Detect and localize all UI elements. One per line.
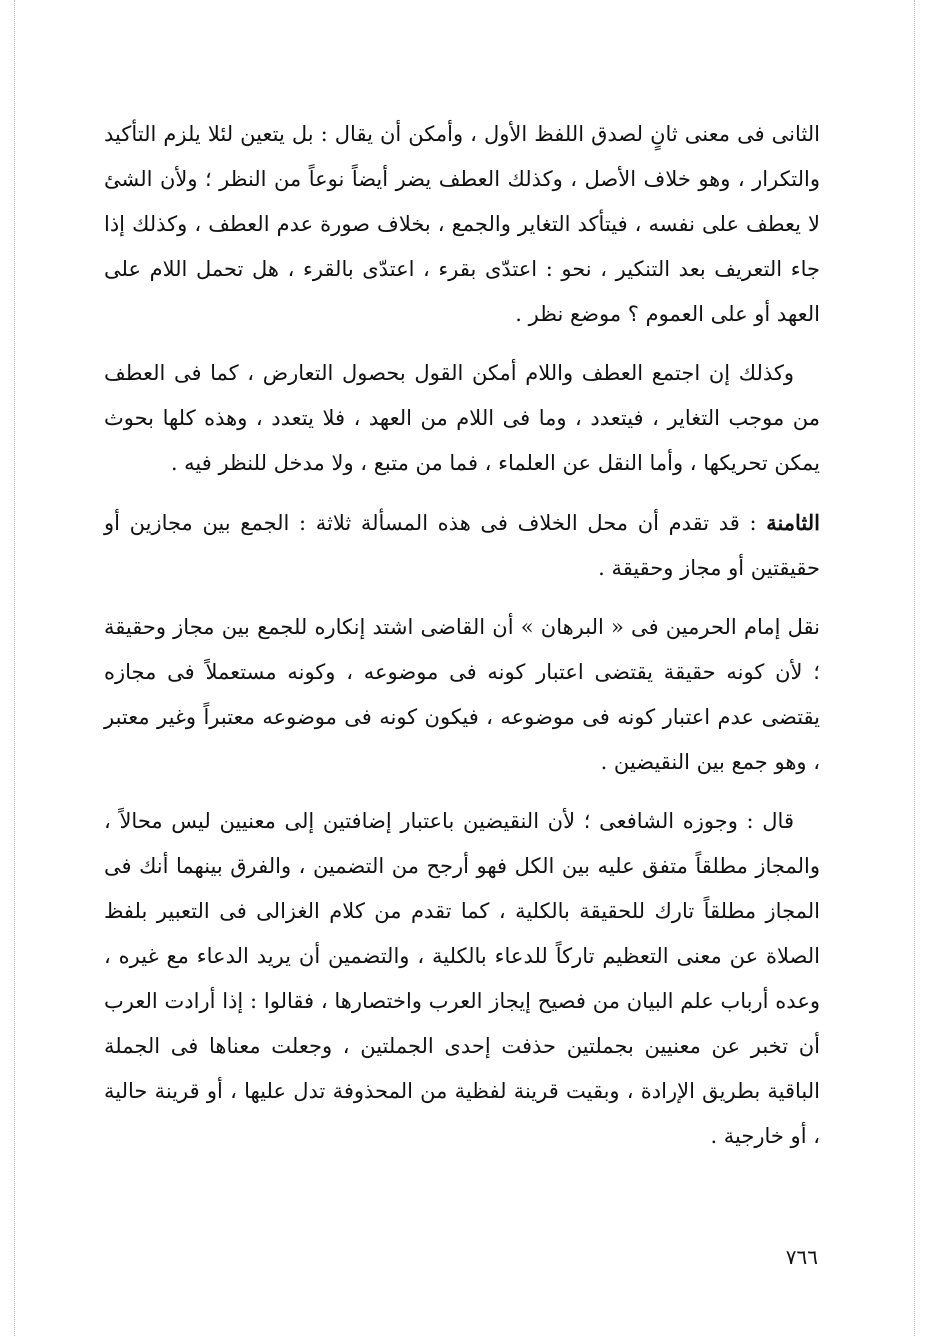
scan-edge-right <box>914 0 915 1336</box>
paragraph <box>104 351 820 486</box>
paragraph-text: : قد تقدم أن محل الخلاف فى هذه المسألة ثلاثة : الجمع بين مجازين أو حقيقتين أو مجاز وحقيقة . <box>104 511 820 580</box>
scan-edge-left <box>14 0 15 1336</box>
paragraph <box>104 112 820 337</box>
paragraph <box>104 605 820 785</box>
paragraph-text: قال : وجوزه الشافعى ؛ لأن النقيضين باعتبار إضافتين إلى معنيين ليس محالاً ، والمجاز مطلقاً متفق عليه بين الكل فهو أرجح من التضمين ، والفرق بينهما أنك فى المجاز مطلقاً تارك للحقيقة بالكلية ، كما تقدم من كلام الغزالى فى التعبير بلفظ الصلاة عن معنى التعظيم تاركاً للدعاء بالكلية ، والتضمين أن يريد الدعاء مع غيره ، وعده أرباب علم البيان من فصيح إيجاز العرب واختصارها ، فقالوا : إذا أرادت العرب أن تخبر عن معنيين بجملتين حذفت إحدى الجملتين ، وجعلت معناها فى الجملة الباقية بطريق الإرادة ، وبقيت قرينة لفظية من المحذوفة تدل عليها ، أو قرينة حالية ، أو خارجية . <box>104 809 820 1148</box>
paragraph-text: وكذلك إن اجتمع العطف واللام أمكن القول بحصول التعارض ، كما فى العطف من موجب التغاير ، فيتعدد ، وما فى اللام من العهد ، فلا يتعدد ، وهذه كلها بحوث يمكن تحريكها ، وأما النقل عن العلماء ، فما من متبع ، ولا مدخل للنظر فيه . <box>104 361 820 475</box>
page-number: ٧٦٦ <box>785 1245 818 1269</box>
body-text <box>104 112 820 1159</box>
paragraph <box>104 500 820 591</box>
paragraph <box>104 799 820 1159</box>
section-heading-word: الثامنة <box>766 510 820 535</box>
paragraph-text: نقل إمام الحرمين فى « البرهان » أن القاضى اشتد إنكاره للجمع بين مجاز وحقيقة ؛ لأن كونه حقيقة يقتضى اعتبار كونه فى موضوعه ، وكونه مستعملاً فى مجازه يقتضى عدم اعتبار كونه فى موضوعه ، فيكون كونه فى موضوعه معتبراً وغير معتبر ، وهو جمع بين النقيضين . <box>104 615 820 774</box>
paragraph-text: الثانى فى معنى ثانٍ لصدق اللفظ الأول ، وأمكن أن يقال : بل يتعين لئلا يلزم التأكيد والتكرار ، وهو خلاف الأصل ، وكذلك العطف يضر أيضاً نوعاً من النظر ؛ ولأن الشئ لا يعطف على نفسه ، فيتأكد التغاير والجمع ، بخلاف صورة عدم العطف ، وكذلك إذا جاء التعريف بعد التنكير ، نحو : اعتدّى بقرء ، اعتدّى بالقرء ، هل تحمل اللام على العهد أو على العموم ؟ موضع نظر . <box>104 122 820 326</box>
